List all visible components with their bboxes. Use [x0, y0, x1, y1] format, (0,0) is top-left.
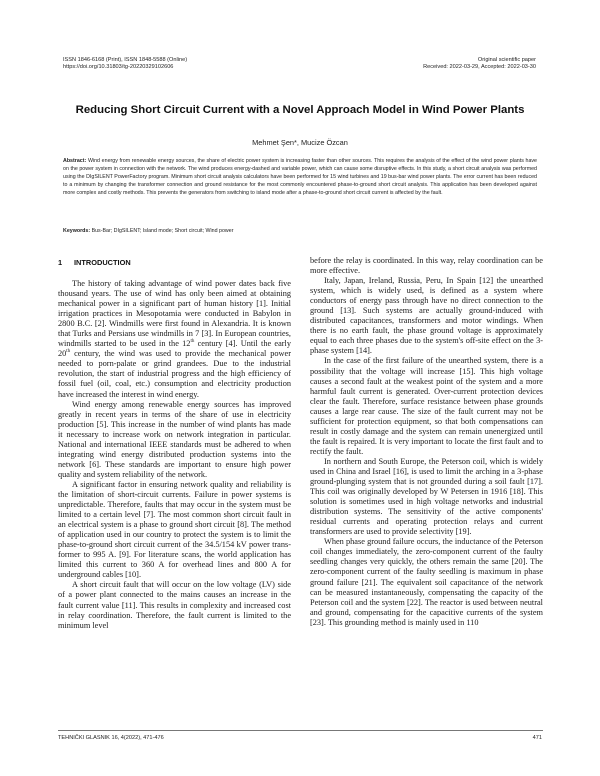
footer-page-number: 471: [532, 735, 542, 741]
section-title: INTRODUCTION: [74, 258, 131, 267]
text-run: century [4]. Until the early 20: [58, 339, 291, 359]
authors: Mehmet Şen*, Mucize Özcan: [252, 138, 348, 147]
paragraph: Wind energy among renewable energy sources has improved greatly in recent years in terms of the share of use in electricity production [5]. This increase in the number of wind plants has made it necessary to increase work on network integration in particular. National and international IEEE standards must be adhered to when integrating wind energy distributed production systems into the network [6]. These standards are important to ensure high power quality and system reliability of the network.: [58, 399, 291, 479]
paragraph: In northern and South Europe, the Peterson coil, which is widely used in China and Israel [16], is used to limit the arching in a 3-phase ground-plunging system that is not grounded during a soil fault [17]. This coil was originally developed by W Petersen in 1916 [18]. This solution is sometimes used in high voltage networks and industrial distribution systems. The sensitivity of the active components' residual currents and operating protection relays and current transformers are used to provide selectivity [19].: [310, 456, 543, 537]
doi-link[interactable]: https://doi.org/10.31803/tg-20220329102606: [63, 64, 174, 71]
header-left: [63, 57, 187, 71]
left-column: [58, 279, 291, 631]
keywords: [63, 227, 537, 235]
paragraph: When phase ground failure occurs, the inductance of the Peterson coil changes immediately, the zero-component current of the faulty seedling changes very quickly, the others remain the same [20]. The zero-component current of the faulty seedling is maximum in phase ground failure [21]. The equivalent soil capacitance of the network can be measured instantaneously, compensating the capacity of the Peterson coil and the system [22]. The reactor is used between neutral and ground, compensating for the capacitive currents of the system [23]. This grounding method is mainly used in 110: [310, 537, 543, 627]
keywords-label: Keywords:: [63, 228, 91, 234]
issn-line: ISSN 1846-6168 (Print), ISSN 1848-5588 (Online): [63, 57, 188, 63]
text-run: century, the wind was used to provide the mechanical power needed to porn-palate or grind grandees. Due to the industrial revolution, the start of industrial progress and the high efficiency of fossil fuel (oil, coal, etc.) consumption and electricity production have increased the interest in wind energy.: [58, 349, 291, 399]
section-heading: [58, 258, 131, 267]
abstract: [63, 157, 537, 197]
section-number: 1: [58, 258, 63, 267]
paragraph: Italy, Japan, Ireland, Russia, Peru, In Spain [12] the unearthed system, which is widely used, is defined as a system where conductors of energy pass through have no direct connection to the ground [13]. Such systems are actually ground-induced with distributed capacitances, transformers and motor windings. When there is no earth fault, the phase ground voltage is approximately equal to each three phases due to the system's off-site effect on the 3-phase system [14].: [310, 276, 543, 356]
paper-type: Original scientific paper: [477, 57, 536, 63]
keywords-text: Bus-Bar; DIgSILENT; Island mode; Short circuit; Wind power: [91, 228, 234, 234]
superscript: th: [190, 339, 195, 345]
paragraph: [58, 279, 291, 400]
paragraph-continued: before the relay is coordinated. In this way, relay coordination can be more effective.: [310, 256, 543, 276]
paragraph: A short circuit fault that will occur on the low voltage (LV) side of a power plant connected to the mains causes an increase in the fault current value [11]. This results in complexity and increased cost in relay coordination. Therefore, the fault current is limited to the minimum level: [58, 580, 291, 630]
received-accepted-dates: Received: 2022-03-29, Accepted: 2022-03-30: [423, 64, 536, 71]
footer-journal: TEHNIČKI GLASNIK 16, 4(2022), 471-476: [58, 735, 164, 741]
paragraph: In the case of the first failure of the unearthed system, there is a possibility that the voltage will increase [15]. This high voltage causes a second fault at the weakest point of the system and a more harmful fault current is generated. Over-current protection devices clear the fault. Therefore, surface resistance between phase grounds causes a large rear cause. The size of the fault current may not be sufficient for protection equipment, so that both compensations can result in costly damage and the system can remain unenergized until the fault is repaired. It is very important to locate the first fault and to rectify the fault.: [310, 356, 543, 456]
footer-rule: [58, 730, 543, 731]
paper-title: Reducing Short Circuit Current with a Novel Approach Model in Wind Power Plants: [75, 104, 525, 116]
superscript: th: [66, 349, 71, 355]
abstract-text: Wind energy from renewable energy sources, the share of electric power system is increasing faster than other sources. This requires the analysis of the effect of the wind power plants have on the power system in connection with the network. The wind produces energy-dashed and variable power, which can cause some disruptive effects. In this study, a short circuit analysis was performed using the DIgSILENT PowerFactory program. Minimum short circuit analysis calculators have been performed for 15 wind turbines and 19 bus-bar wind power plants. The error current has been reduced to a minimum by changing the transformer connection and ground resistance for the most commonly encountered phase-to-ground short circuit analysis. This application has been developed against more complex and costly methods. This prevents the generators from switching to island mode after a phase-to-ground short circuit current is affected by the fault.: [63, 158, 537, 196]
paragraph: A significant factor in ensuring network quality and reliability is the limitation of short-circuit currents. Failure in power systems is unpredictable. Therefore, faults that may occur in the system must be limited to a certain level [7]. The most common short circuit fault in an electrical system is a phase to ground short circuit [8]. The method of application used in our country to protect the system is to limit the phase-to-ground short circuit current of the 34.5/154 kV power trans-former to 995 A. [9]. For literature scans, the world application has limited this current to 360 A for overhead lines and 800 A for underground cables [10].: [58, 479, 291, 580]
right-column: [310, 256, 543, 628]
text-run: The history of taking advantage of wind power dates back five thousand years. The use of wind has only been aimed at obtaining mechanical power in a significant part of human history [1]. Initial irrigation practices in Mesopotamia were conducted in Babylon in 2800 B.C. [2]. Windmills were first found in Alexandria. It is known that Turks and Persians use windmills in 7 [3]. In European countries, windmills started to be used in the 12: [58, 279, 291, 349]
header-right: [423, 57, 536, 71]
abstract-label: Abstract:: [63, 158, 87, 164]
